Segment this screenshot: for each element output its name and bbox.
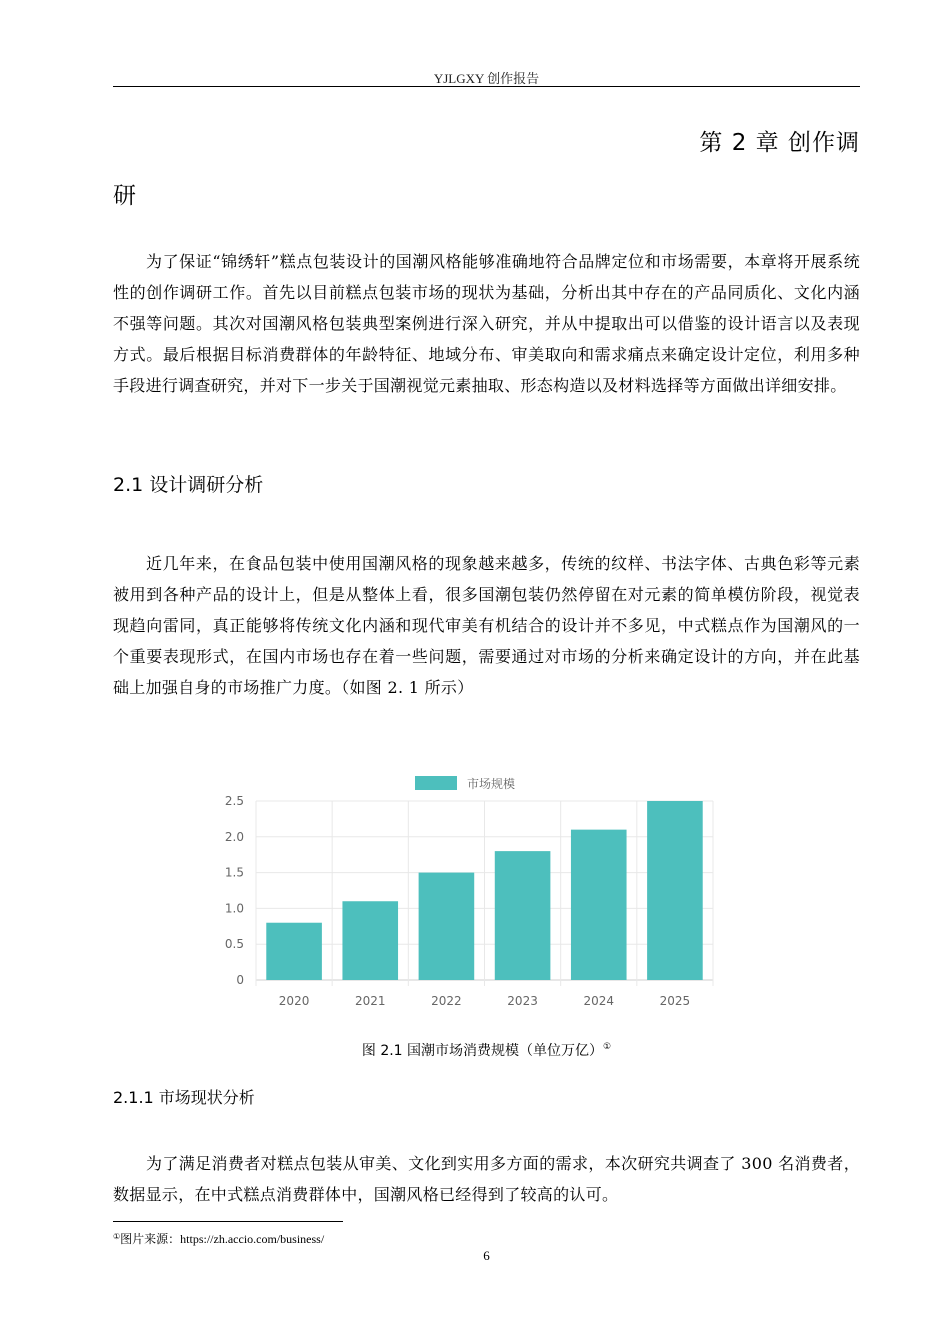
footnote-text: 图片来源：https://zh.accio.com/business/ bbox=[120, 1232, 325, 1246]
y-axis-ticks bbox=[225, 794, 244, 987]
y-tick-label: 0.5 bbox=[224, 937, 244, 952]
bar-2025 bbox=[647, 801, 703, 980]
x-tick-label: 2021 bbox=[354, 994, 386, 1008]
analysis-paragraph: 近几年来，在食品包装中使用国潮风格的现象越来越多，传统的纹样、书法字体、古典色彩等元素被用到各种产品的设计上，但是从整体上看，很多国潮包装仍然停留在对元素的简单模仿阶段，视觉表现趋向雷同，真正能够将传统文化内涵和现代审美有机结合的设计并不多见，中式糕点作为国潮风的一个重要表现形式，在国内市场也存在着一些问题，需要通过对市场的分析来确定设计的方向，并在此基础上加强自身的市场推广力度。（如图 2. 1 所示） bbox=[113, 554, 860, 697]
x-tick-label: 2023 bbox=[507, 994, 538, 1008]
market-size-bar-chart bbox=[210, 768, 730, 1018]
bar-2021 bbox=[342, 901, 398, 980]
x-tick-label: 2025 bbox=[659, 994, 691, 1008]
chapter-title: 第 2 章 创作调 bbox=[699, 130, 860, 156]
footnote-mark: ① bbox=[113, 1232, 121, 1241]
x-tick-label: 2020 bbox=[278, 994, 310, 1008]
bar-2023 bbox=[495, 851, 551, 980]
legend-swatch bbox=[415, 776, 457, 790]
chapter-title-continued: 研 bbox=[113, 183, 136, 209]
figure-caption bbox=[0, 1040, 950, 1060]
running-header: YJLGXY 创作报告 bbox=[433, 71, 540, 86]
y-tick-label: 1.0 bbox=[224, 901, 244, 916]
legend-label: 市场规模 bbox=[467, 777, 516, 791]
footnote-rule bbox=[113, 1221, 343, 1222]
header-rule bbox=[113, 86, 860, 87]
subsection-heading: 2.1.1 市场现状分析 bbox=[113, 1088, 255, 1107]
x-tick-label: 2022 bbox=[431, 994, 462, 1008]
y-tick-label: 1.5 bbox=[224, 865, 244, 880]
x-tick-label: 2024 bbox=[583, 994, 615, 1008]
bar-2020 bbox=[266, 923, 322, 980]
y-tick-label: 2.5 bbox=[224, 794, 244, 808]
intro-paragraph: 为了保证“锦绣轩”糕点包装设计的国潮风格能够准确地符合品牌定位和市场需要，本章将开展系统性的创作调研工作。首先以目前糕点包装市场的现状为基础，分析出其中存在的产品同质化、文化内涵不强等问题。其次对国潮风格包装典型案例进行深入研究，并从中提取出可以借鉴的设计语言以及表现方式。最后根据目标消费群体的年龄特征、地域分布、审美取向和需求痛点来确定设计定位，利用多种手段进行调查研究，并对下一步关于国潮视觉元素抽取、形态构造以及材料选择等方面做出详细安排。 bbox=[113, 252, 860, 395]
figure-footnote-mark: ① bbox=[603, 1042, 612, 1052]
bar-2022 bbox=[419, 873, 475, 980]
footnote bbox=[113, 1230, 324, 1247]
y-tick-label: 0 bbox=[236, 973, 244, 987]
chart-legend bbox=[415, 776, 515, 791]
page-number: 6 bbox=[483, 1248, 490, 1263]
y-tick-label: 2.0 bbox=[224, 829, 244, 844]
survey-paragraph: 为了满足消费者对糕点包装从审美、文化到实用多方面的需求，本次研究共调查了 300 名消费者，数据显示，在中式糕点消费群体中，国潮风格已经得到了较高的认可。 bbox=[113, 1154, 860, 1204]
figure-caption-text: 图 2.1 国潮市场消费规模（单位万亿） bbox=[361, 1043, 604, 1059]
x-axis-ticks bbox=[279, 994, 690, 1008]
chart-grid bbox=[256, 801, 713, 986]
section-heading: 2.1 设计调研分析 bbox=[113, 474, 264, 496]
bar-2024 bbox=[571, 830, 627, 980]
